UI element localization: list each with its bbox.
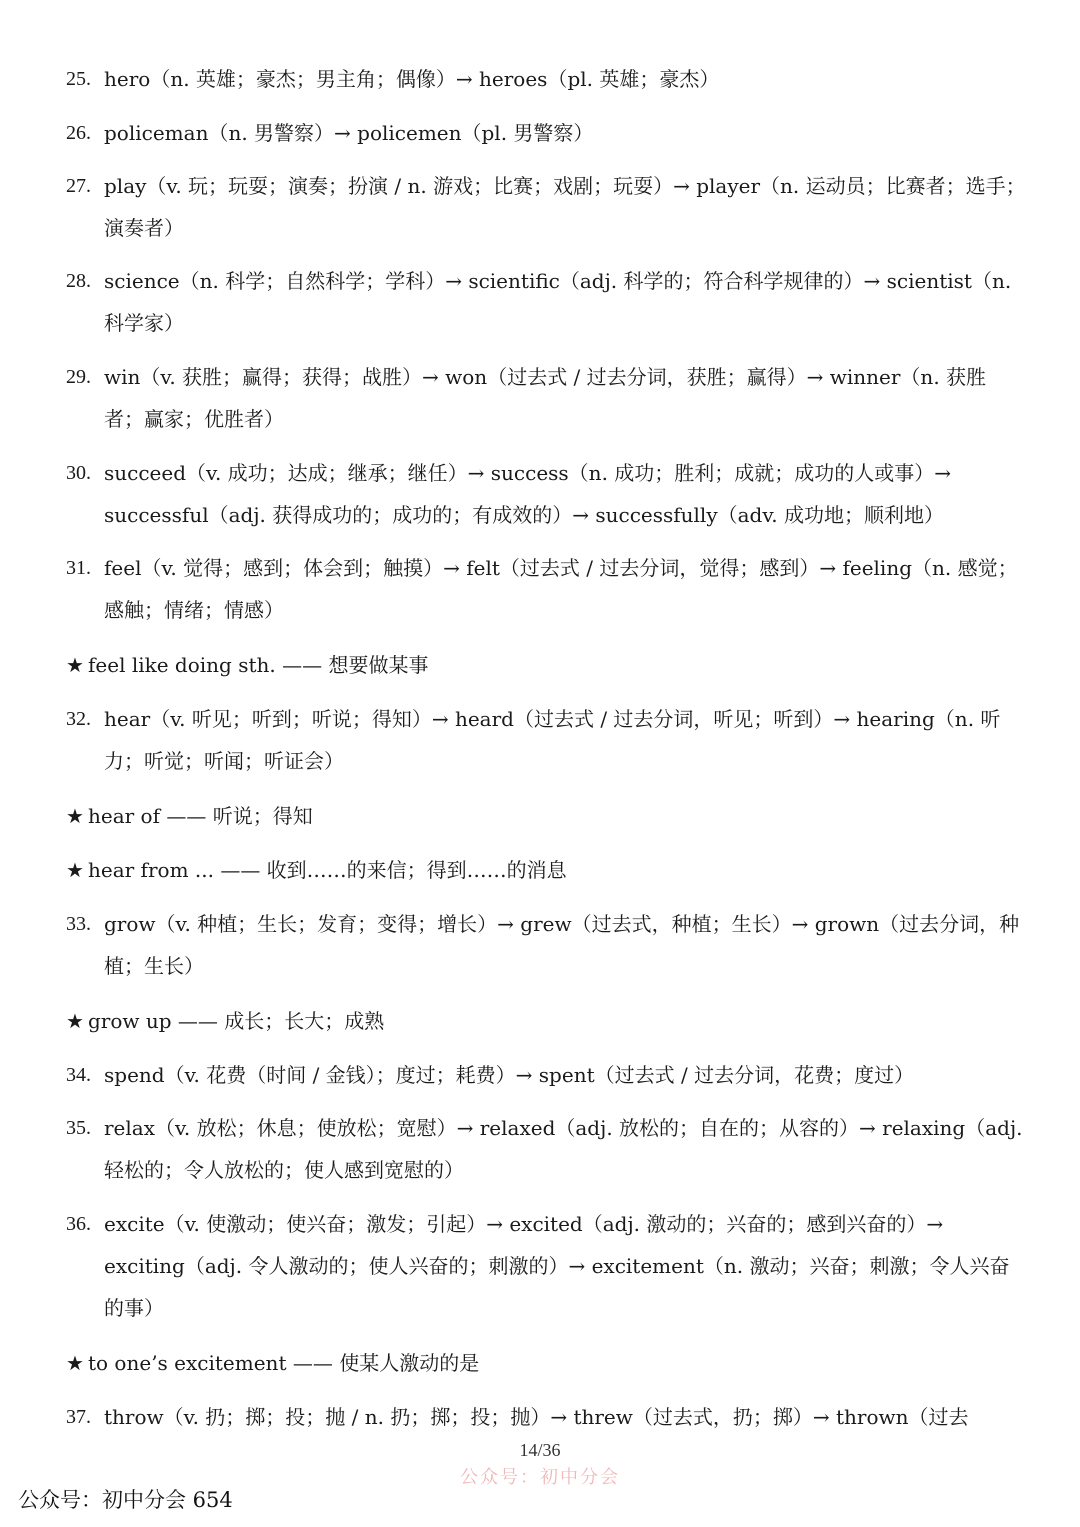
vocab-entry-32 — [66, 698, 1026, 782]
vocab-entry-37 — [66, 1396, 1026, 1438]
entry-text: hear（v. 听见；听到；听说；得知）→ heard（过去式 / 过去分词，听见；听到）→ hearing（n. 听力；听觉；听闻；听证会） — [104, 707, 1001, 773]
entry-text: throw（v. 扔；掷；投；抛 / n. 扔；掷；投；抛）→ threw（过去式，扔；掷）→ thrown（过去 — [104, 1405, 969, 1429]
entry-text: excite（v. 使激动；使兴奋；激发；引起）→ excited（adj. 激动的；兴奋的；感到兴奋的）→ exciting（adj. 令人激动的；使人兴奋的；刺激的）→ excitement（n. 激动；兴奋；刺激；令人兴奋的事） — [104, 1212, 1010, 1320]
entry-number: 27. — [66, 175, 91, 197]
phrase-text: feel like doing sth. —— 想要做某事 — [88, 653, 429, 677]
vocab-entry-27 — [66, 165, 1026, 249]
phrase-note — [66, 849, 1026, 891]
vocab-entry-35 — [66, 1107, 1026, 1191]
entry-text: feel（v. 觉得；感到；体会到；触摸）→ felt（过去式 / 过去分词，觉得；感到）→ feeling（n. 感觉；感触；情绪；情感） — [104, 556, 1018, 622]
entry-text: hero（n. 英雄；豪杰；男主角；偶像）→ heroes（pl. 英雄；豪杰） — [104, 67, 720, 91]
entry-text: relax（v. 放松；休息；使放松；宽慰）→ relaxed（adj. 放松的；自在的；从容的）→ relaxing（adj. 轻松的；令人放松的；使人感到宽慰的） — [104, 1116, 1023, 1182]
vocab-entry-28 — [66, 260, 1026, 344]
vocab-entry-36 — [66, 1203, 1026, 1329]
vocab-entry-34 — [66, 1054, 1026, 1096]
entry-number: 26. — [66, 122, 91, 144]
page-number: 14/36 — [519, 1440, 561, 1460]
vocab-entry-31 — [66, 547, 1026, 631]
phrase-text: grow up —— 成长；长大；成熟 — [88, 1009, 385, 1033]
watermark: 公众号：初中分会 — [460, 1467, 620, 1488]
star-icon: ★ — [66, 653, 84, 677]
entry-number: 25. — [66, 68, 91, 90]
entry-text: spend（v. 花费（时间 / 金钱）；度过；耗费）→ spent（过去式 / 过去分词，花费；度过） — [104, 1063, 915, 1087]
vocab-entry-29 — [66, 356, 1026, 440]
entry-text: grow（v. 种植；生长；发育；变得；增长）→ grew（过去式，种植；生长）→ grown（过去分词，种植；生长） — [104, 912, 1020, 978]
entry-number: 29. — [66, 366, 91, 388]
phrase-text: to one’s excitement —— 使某人激动的是 — [88, 1351, 480, 1375]
entry-number: 35. — [66, 1117, 91, 1139]
star-icon: ★ — [66, 1009, 84, 1033]
entry-number: 32. — [66, 708, 91, 730]
phrase-note — [66, 1000, 1026, 1042]
phrase-note — [66, 795, 1026, 837]
footer-caption: 公众号：初中分会 654 — [18, 1488, 233, 1512]
star-icon: ★ — [66, 1351, 84, 1375]
vocab-entry-33 — [66, 903, 1026, 987]
star-icon: ★ — [66, 858, 84, 882]
entry-number: 28. — [66, 270, 91, 292]
phrase-text: hear of —— 听说；得知 — [88, 804, 313, 828]
star-icon: ★ — [66, 804, 84, 828]
entry-text: policeman（n. 男警察）→ policemen（pl. 男警察） — [104, 121, 594, 145]
vocab-entry-26 — [66, 112, 1026, 154]
vocab-entry-30 — [66, 452, 1026, 536]
entry-text: play（v. 玩；玩耍；演奏；扮演 / n. 游戏；比赛；戏剧；玩耍）→ player（n. 运动员；比赛者；选手；演奏者） — [104, 174, 1026, 240]
phrase-text: hear from ... —— 收到……的来信；得到……的消息 — [88, 858, 567, 882]
entry-text: win（v. 获胜；赢得；获得；战胜）→ won（过去式 / 过去分词，获胜；赢得）→ winner（n. 获胜者；赢家；优胜者） — [104, 365, 987, 431]
entry-text: succeed（v. 成功；达成；继承；继任）→ success（n. 成功；胜利；成就；成功的人或事）→ successful（adj. 获得成功的；成功的；有成效的）→ successfully（adv. 成功地；顺利地） — [104, 461, 952, 527]
entry-number: 37. — [66, 1406, 91, 1428]
entry-number: 31. — [66, 557, 91, 579]
phrase-note — [66, 644, 1026, 686]
vocab-entry-25 — [66, 58, 1026, 100]
entry-number: 30. — [66, 462, 91, 484]
entry-text: science（n. 科学；自然科学；学科）→ scientific（adj. 科学的；符合科学规律的）→ scientist（n. 科学家） — [104, 269, 1012, 335]
entry-number: 36. — [66, 1213, 91, 1235]
phrase-note — [66, 1342, 1026, 1384]
entry-number: 34. — [66, 1064, 91, 1086]
entry-number: 33. — [66, 913, 91, 935]
